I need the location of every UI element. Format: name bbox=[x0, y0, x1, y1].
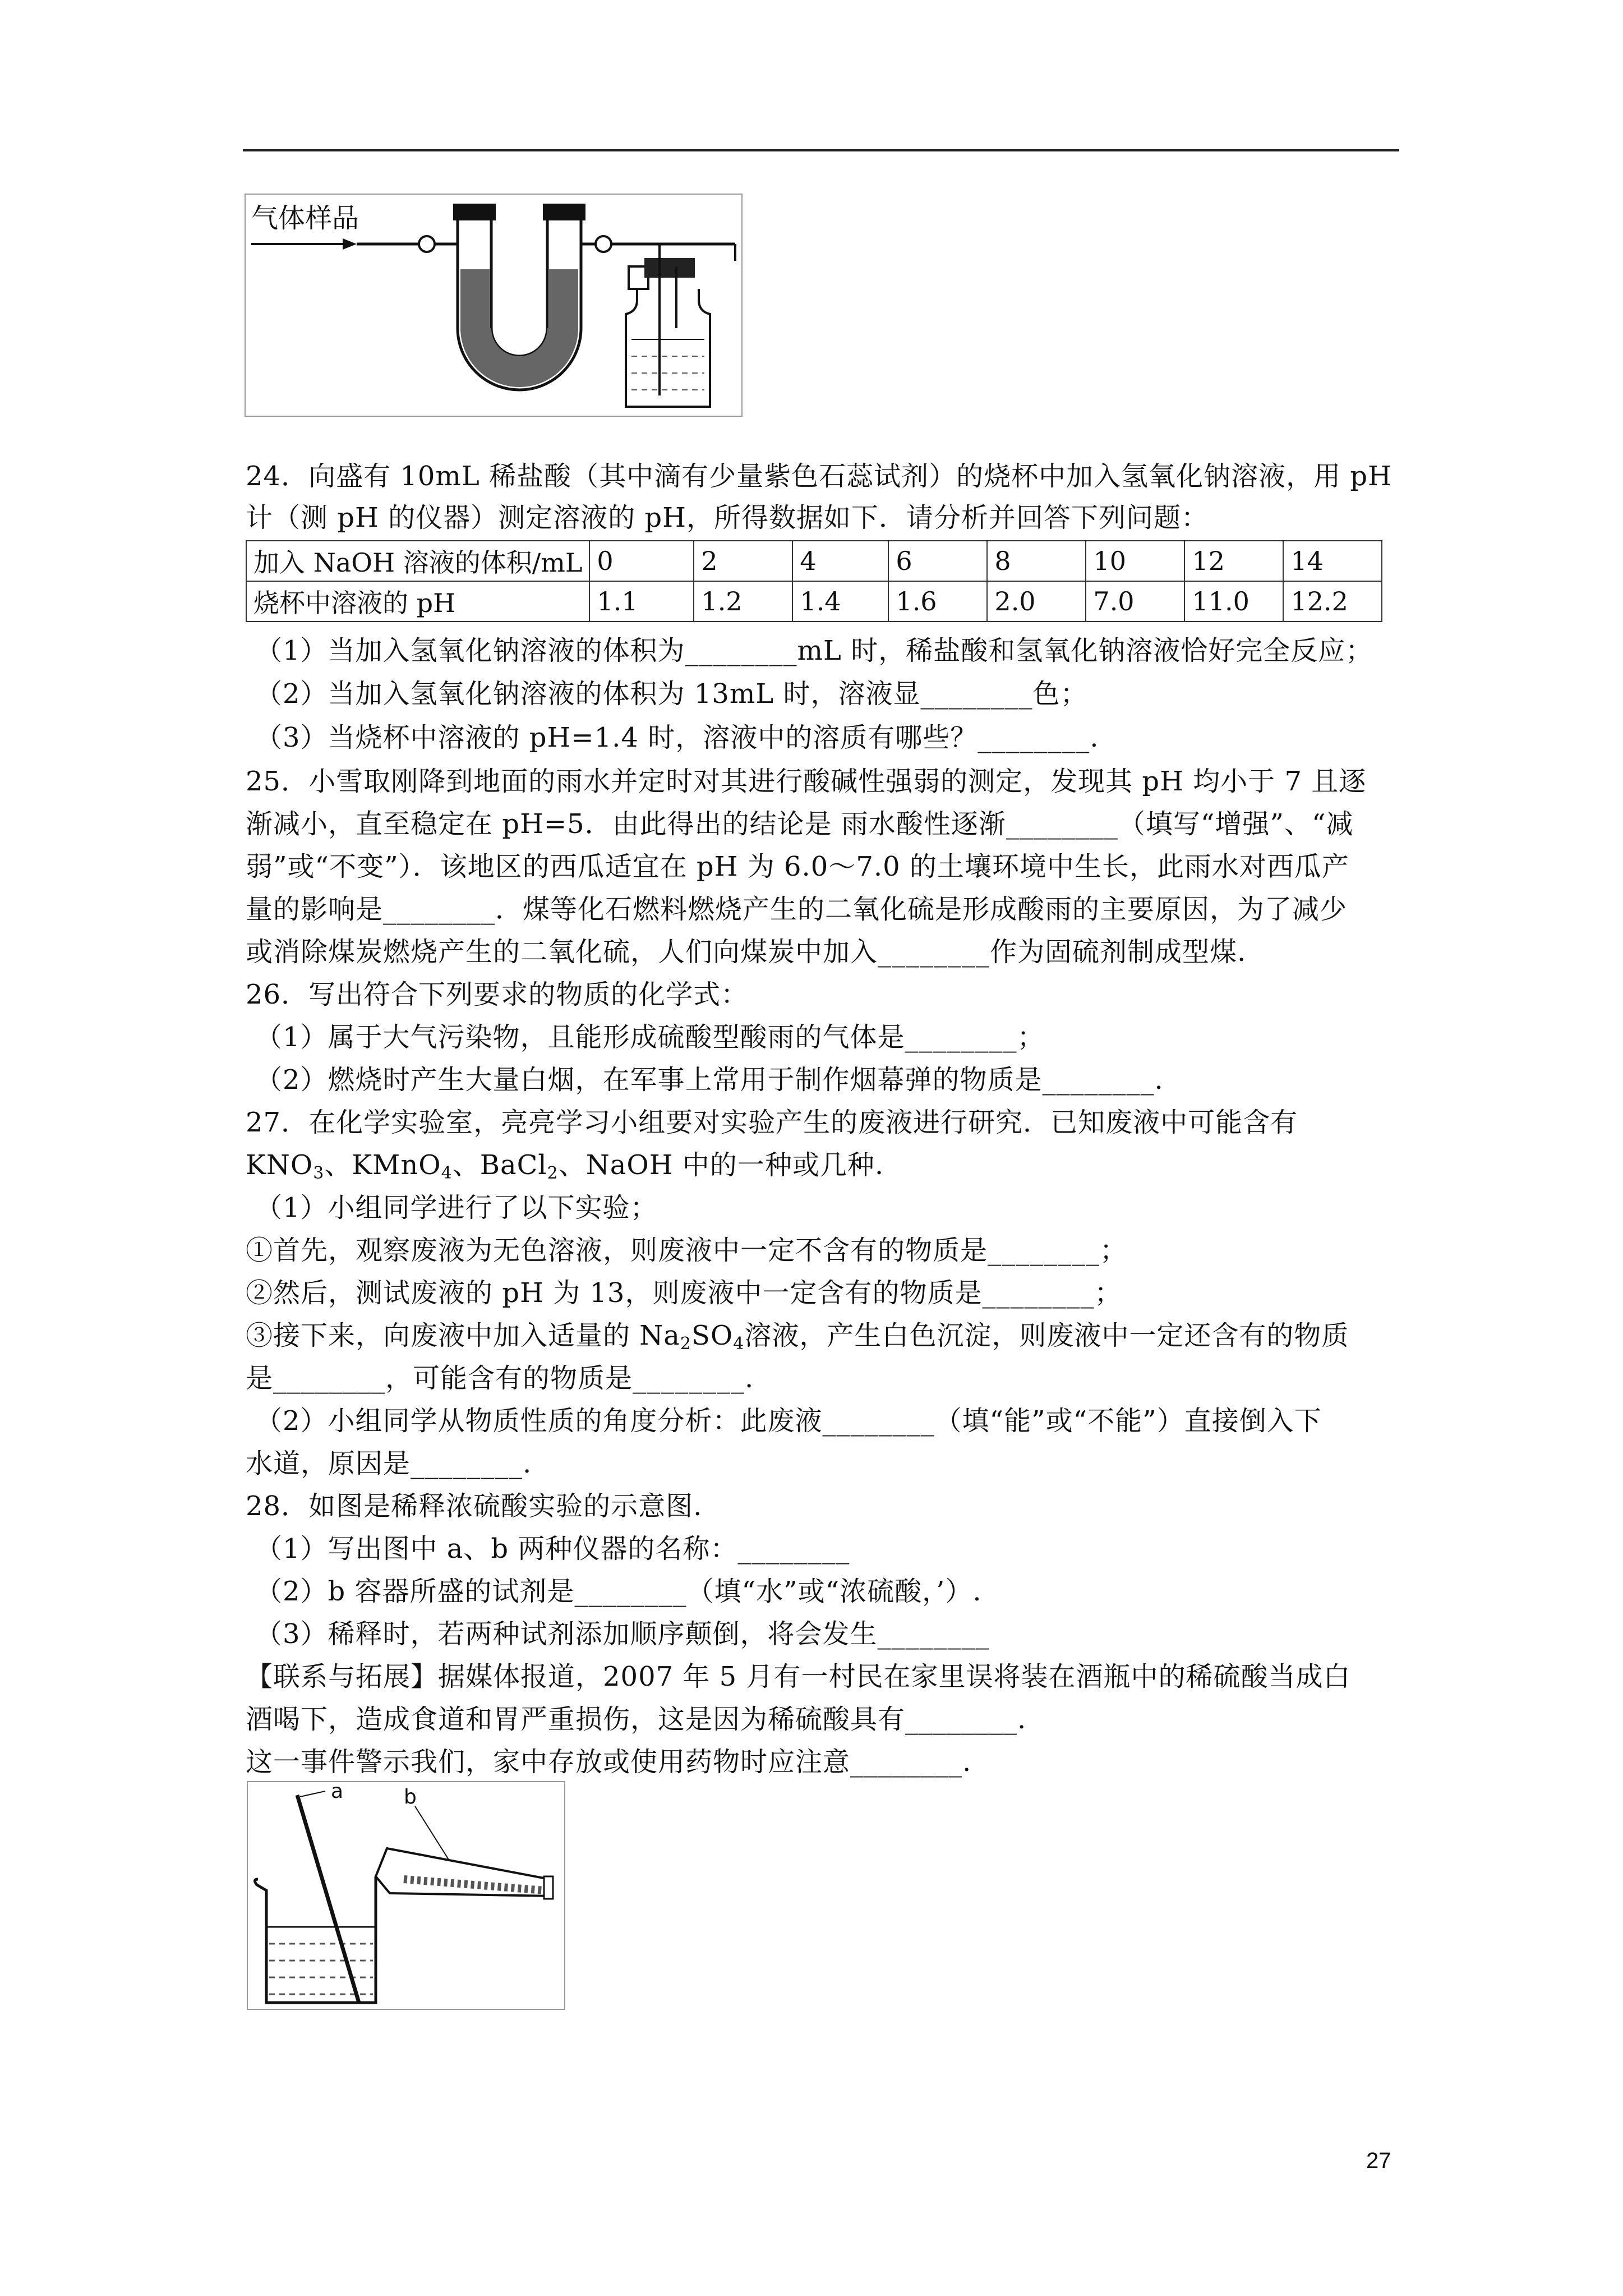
q24-line2: 计（测 pH 的仪器）测定溶液的 pH，所得数据如下．请分析并回答下列问题： bbox=[246, 502, 1209, 533]
table-cell: 烧杯中溶液的 pH bbox=[246, 581, 589, 622]
table-cell: 2.0 bbox=[987, 581, 1086, 622]
q27-sub1: （1）小组同学进行了以下实验； bbox=[255, 1192, 658, 1223]
q25-line4: 量的影响是________．煤等化石燃料燃烧产生的二氧化硫是形成酸雨的主要原因，为了减少 bbox=[246, 894, 1348, 925]
q24-line1: 24．向盛有 10mL 稀盐酸（其中滴有少量紫色石蕊试剂）的烧杯中加入氢氧化钠溶液，用 pH bbox=[246, 461, 1392, 492]
table-cell: 1.6 bbox=[888, 581, 987, 622]
q24-sub1: （1）当加入氢氧化钠溶液的体积为________mL 时，稀盐酸和氢氧化钠溶液恰好完全反应； bbox=[255, 635, 1373, 666]
q27-line2: $KNO_3$、KMnO$_4$、BaCl$_2$、NaOH 中的一种或几种. bbox=[246, 1149, 884, 1183]
label-b: b bbox=[404, 1786, 417, 1809]
table-cell: 1.2 bbox=[694, 581, 792, 622]
q28-extension-line2: 酒喝下，造成食道和胃严重损伤，这是因为稀硫酸具有________. bbox=[246, 1704, 1027, 1735]
q28-sub2: （2）b 容器所盛的试剂是________（填“水”或“浓硫酸，’）. bbox=[255, 1576, 982, 1607]
table-cell: 0 bbox=[589, 541, 694, 581]
q27-line1: 27．在化学实验室，亮亮学习小组要对实验产生的废液进行研究．已知废液中可能含有 bbox=[246, 1107, 1298, 1138]
q27-step2: ②然后，测试废液的 pH 为 13，则废液中一定含有的物质是________； bbox=[246, 1277, 1122, 1309]
header-rule bbox=[243, 149, 1399, 151]
q26-line1: 26．写出符合下列要求的物质的化学式： bbox=[246, 979, 749, 1010]
table-cell: 11.0 bbox=[1184, 581, 1283, 622]
q24-sub2: （2）当加入氢氧化钠溶液的体积为 13mL 时，溶液显________色； bbox=[255, 678, 1088, 710]
q27-sub2-line2: 水道，原因是________. bbox=[246, 1448, 532, 1479]
table-row bbox=[246, 581, 1382, 622]
gas-apparatus-figure bbox=[245, 194, 744, 418]
table-cell: 1.4 bbox=[792, 581, 888, 622]
table-cell: 14 bbox=[1283, 541, 1382, 581]
table-cell: 6 bbox=[888, 541, 987, 581]
q25-line1: 25．小雪取刚降到地面的雨水并定时对其进行酸碱性强弱的测定，发现其 pH 均小于 7 且逐 bbox=[246, 766, 1367, 797]
q26-sub2: （2）燃烧时产生大量白烟，在军事上常用于制作烟幕弹的物质是________. bbox=[255, 1064, 1164, 1096]
dilution-figure bbox=[247, 1781, 566, 2011]
table-row bbox=[246, 541, 1382, 581]
table-cell: 2 bbox=[694, 541, 792, 581]
page-number: 27 bbox=[1366, 2148, 1391, 2173]
q28-extension-line1: 【联系与拓展】据媒体报道，2007 年 5 月有一村民在家里误将装在酒瓶中的稀硫酸当成白 bbox=[246, 1661, 1351, 1692]
table-cell: 12.2 bbox=[1283, 581, 1382, 622]
q28-extension-line3: 这一事件警示我们，家中存放或使用药物时应注意________. bbox=[246, 1746, 972, 1778]
q27-step3-line2: 是________，可能含有的物质是________. bbox=[246, 1363, 754, 1394]
table-cell: 1.1 bbox=[589, 581, 694, 622]
q24-sub3: （3）当烧杯中溶液的 pH=1.4 时，溶液中的溶质有哪些？________. bbox=[255, 722, 1099, 753]
table-cell: 4 bbox=[792, 541, 888, 581]
table-cell: 8 bbox=[987, 541, 1086, 581]
table-cell: 加入 NaOH 溶液的体积/mL bbox=[246, 541, 589, 581]
gas-sample-label: 气体样品 bbox=[251, 203, 359, 234]
q27-step3: ③接下来，向废液中加入适量的 $Na_2SO_4$溶液，产生白色沉淀，则废液中一定还含有的物质 bbox=[246, 1320, 1349, 1354]
q25-line2: 渐减小，直至稳定在 pH=5．由此得出的结论是 雨水酸性逐渐________（填写“增强”、“减 bbox=[246, 808, 1354, 840]
table-cell: 7.0 bbox=[1086, 581, 1184, 622]
table-cell: 10 bbox=[1086, 541, 1184, 581]
q25-line5: 或消除煤炭燃烧产生的二氧化硫，人们向煤炭中加入________作为固硫剂制成型煤. bbox=[246, 936, 1247, 968]
q28-sub1: （1）写出图中 a、b 两种仪器的名称：________ bbox=[255, 1533, 850, 1565]
label-a: a bbox=[331, 1781, 344, 1803]
ph-data-table bbox=[246, 540, 1382, 622]
q27-step1: ①首先，观察废液为无色溶液，则废液中一定不含有的物质是________； bbox=[246, 1235, 1128, 1266]
q25-line3: 弱”或“不变”）．该地区的西瓜适宜在 pH 为 6.0～7.0 的土壤环境中生长，此雨水对西瓜产 bbox=[246, 851, 1349, 882]
q28-sub3: （3）稀释时，若两种试剂添加顺序颠倒，将会发生________ bbox=[255, 1618, 990, 1650]
q28-line1: 28．如图是稀释浓硫酸实验的示意图. bbox=[246, 1490, 703, 1522]
q26-sub1: （1）属于大气污染物，且能形成硫酸型酸雨的气体是________； bbox=[255, 1022, 1045, 1053]
q27-sub2: （2）小组同学从物质性质的角度分析：此废液________（填“能”或“不能”）直接倒入下 bbox=[255, 1405, 1322, 1437]
table-cell: 12 bbox=[1184, 541, 1283, 581]
